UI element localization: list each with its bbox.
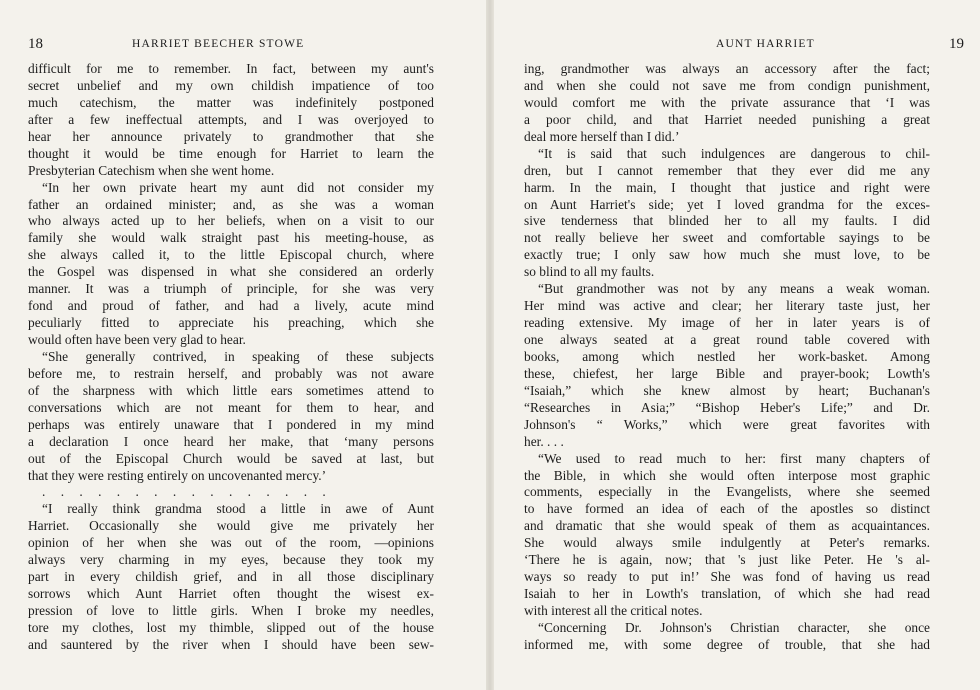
text-line: harm. In the main, I thought that justice and right were bbox=[524, 179, 930, 195]
text-line: “I really think grandma stood a little in awe of Aunt bbox=[42, 501, 434, 517]
text-line: before me, to restrain herself, and probably was not aware bbox=[28, 365, 434, 381]
text-line: much catechism, the matter was indefinitely postponed bbox=[28, 94, 434, 110]
text-line: father an ordained minister; and, as she was a woman bbox=[28, 196, 434, 212]
text-line: pression of love to little girls. When I broke my needles, bbox=[28, 603, 434, 618]
text-line: and when she could not save me from condign punishment, bbox=[524, 77, 930, 93]
text-line: family she would walk straight past his meeting-house, as bbox=[28, 230, 434, 246]
text-line: always very charming in my eyes, because they took my bbox=[28, 552, 434, 568]
right-page-body bbox=[524, 61, 930, 654]
text-line: sive tenderness that blinded her to all my faults. I did bbox=[524, 213, 930, 229]
right-page bbox=[490, 0, 980, 690]
text-line: Johnson's “ Works,” which were great favorites with bbox=[524, 416, 930, 432]
text-line: sorrows which Aunt Harriet often thought the wisest ex- bbox=[28, 586, 434, 602]
text-line: Her mind was active and clear; her literary taste just, her bbox=[524, 298, 930, 314]
right-page-header bbox=[524, 36, 964, 56]
text-line: these, chiefest, her large Bible and prayer-book; Lowth's bbox=[524, 365, 930, 381]
text-line: “Concerning Dr. Johnson's Christian character, she once bbox=[538, 619, 930, 635]
text-line: so blind to all my faults. bbox=[524, 264, 655, 280]
text-line: Harriet. Occasionally she would give me privately her bbox=[28, 518, 434, 534]
text-line: Isaiah to her in Lowth's translation, of which she had read bbox=[524, 586, 930, 602]
text-line: “Researches in Asia;” “Bishop Heber's Life;” and Dr. bbox=[524, 399, 930, 415]
text-line: tore my clothes, lost my thimble, slipped out of the house bbox=[28, 619, 434, 635]
text-line: on Aunt Harriet's side; yet I loved grandma for the exces- bbox=[524, 196, 930, 212]
text-line: perhaps was entirely unaware that I pondered in my mind bbox=[28, 416, 434, 432]
text-line: and sauntered by the river when I should have been sew- bbox=[28, 636, 434, 652]
text-line: a declaration I once heard her make, that ‘many persons bbox=[28, 433, 434, 449]
text-line: would comfort me with the private assurance that ‘I was bbox=[524, 94, 930, 110]
text-line: the Bible, in which she would often interpose most graphic bbox=[524, 467, 930, 483]
text-line: that they were resting entirely on uncovenanted mercy.’ bbox=[28, 467, 327, 483]
text-line: one always seated at a great round table covered with bbox=[524, 332, 930, 347]
text-line: “Isaiah,” which she knew almost by heart; Buchanan's bbox=[524, 382, 930, 398]
text-line: hear her announce privately to grandmother that she bbox=[28, 128, 434, 144]
text-line: manner. It was a triumph of principle, for she was very bbox=[28, 281, 434, 297]
text-line: Presbyterian Catechism when she went home. bbox=[28, 162, 275, 178]
text-line: dren, but I cannot remember that they ever did me any bbox=[524, 162, 930, 178]
text-line: comments, especially in the Evangelists, where she seemed bbox=[524, 484, 930, 500]
left-page-header bbox=[28, 36, 474, 56]
text-line: her. . . . bbox=[524, 433, 564, 449]
left-page-number: 18 bbox=[28, 36, 43, 52]
text-line: peculiarly fitted to appreciate his preaching, which she bbox=[28, 315, 434, 331]
text-line: deal more herself than I did.’ bbox=[524, 128, 680, 144]
text-line: of the sharpness with which little ears sometimes attend to bbox=[28, 382, 434, 398]
text-line: thought it would be time enough for Harriet to learn the bbox=[28, 145, 434, 161]
text-line: difficult for me to remember. In fact, between my aunt's bbox=[28, 61, 434, 76]
text-line: “We used to read much to her: first many chapters of bbox=[538, 450, 930, 466]
text-line: fond and proud of father, and had a lively, acute mind bbox=[28, 298, 434, 314]
text-line: “In her own private heart my aunt did not consider my bbox=[42, 179, 434, 195]
right-running-head: AUNT HARRIET bbox=[716, 38, 815, 50]
text-line: opinion of her when she was out of the room, —opinions bbox=[28, 535, 434, 551]
right-page-number: 19 bbox=[949, 36, 964, 52]
text-line: informed me, with some degree of trouble, that she had bbox=[524, 636, 930, 652]
text-line: “But grandmother was not by any means a weak woman. bbox=[538, 281, 930, 297]
text-line: ‘There he is again, now; that 's just like Peter. He 's al- bbox=[524, 552, 930, 568]
text-line: and dramatic that she would speak of them as acquaintances. bbox=[524, 518, 930, 534]
text-line: ing, grandmother was always an accessory after the fact; bbox=[524, 61, 930, 76]
text-line: after a few ineffectual attempts, and I was overjoyed to bbox=[28, 111, 434, 127]
text-line: out of the Episcopal Church would be saved at last, but bbox=[28, 450, 434, 466]
text-line: reading extensive. My image of her in later years is of bbox=[524, 315, 930, 331]
text-line: who always acted up to her beliefs, when on a visit to our bbox=[28, 213, 434, 229]
left-page-body bbox=[28, 61, 434, 654]
text-line: ways so ready to put in!’ She was fond of having us read bbox=[524, 569, 930, 585]
text-line: part in every childish grief, and in all those disciplinary bbox=[28, 569, 434, 585]
left-running-head: HARRIET BEECHER STOWE bbox=[132, 38, 305, 50]
text-line: with interest all the critical notes. bbox=[524, 603, 703, 618]
text-line: secret unbelief and my own childish impatience of too bbox=[28, 77, 434, 93]
text-line: exactly true; I only saw how much she must love, to be bbox=[524, 247, 930, 263]
text-line: to have formed an idea of each of the apostles so distinct bbox=[524, 501, 930, 517]
text-line: conversations which are not meant for them to hear, and bbox=[28, 399, 434, 415]
text-line: the Gospel was dispensed in what she considered an orderly bbox=[28, 264, 434, 280]
text-line: would often have been very glad to hear. bbox=[28, 332, 246, 347]
text-line: “It is said that such indulgences are dangerous to chil- bbox=[538, 145, 930, 161]
text-line: “She generally contrived, in speaking of these subjects bbox=[42, 348, 434, 364]
text-line: books, among which nestled her work-basket. Among bbox=[524, 348, 930, 364]
text-line: . . . . . . . . . . . . . . . . bbox=[42, 484, 332, 500]
text-line: not really believe her sweet and comfortable sayings to be bbox=[524, 230, 930, 246]
text-line: she always called it, to the little Episcopal church, where bbox=[28, 247, 434, 263]
text-line: a poor child, and that Harriet needed punishing a great bbox=[524, 111, 930, 127]
text-line: She would always smile indulgently at Peter's remarks. bbox=[524, 535, 930, 551]
